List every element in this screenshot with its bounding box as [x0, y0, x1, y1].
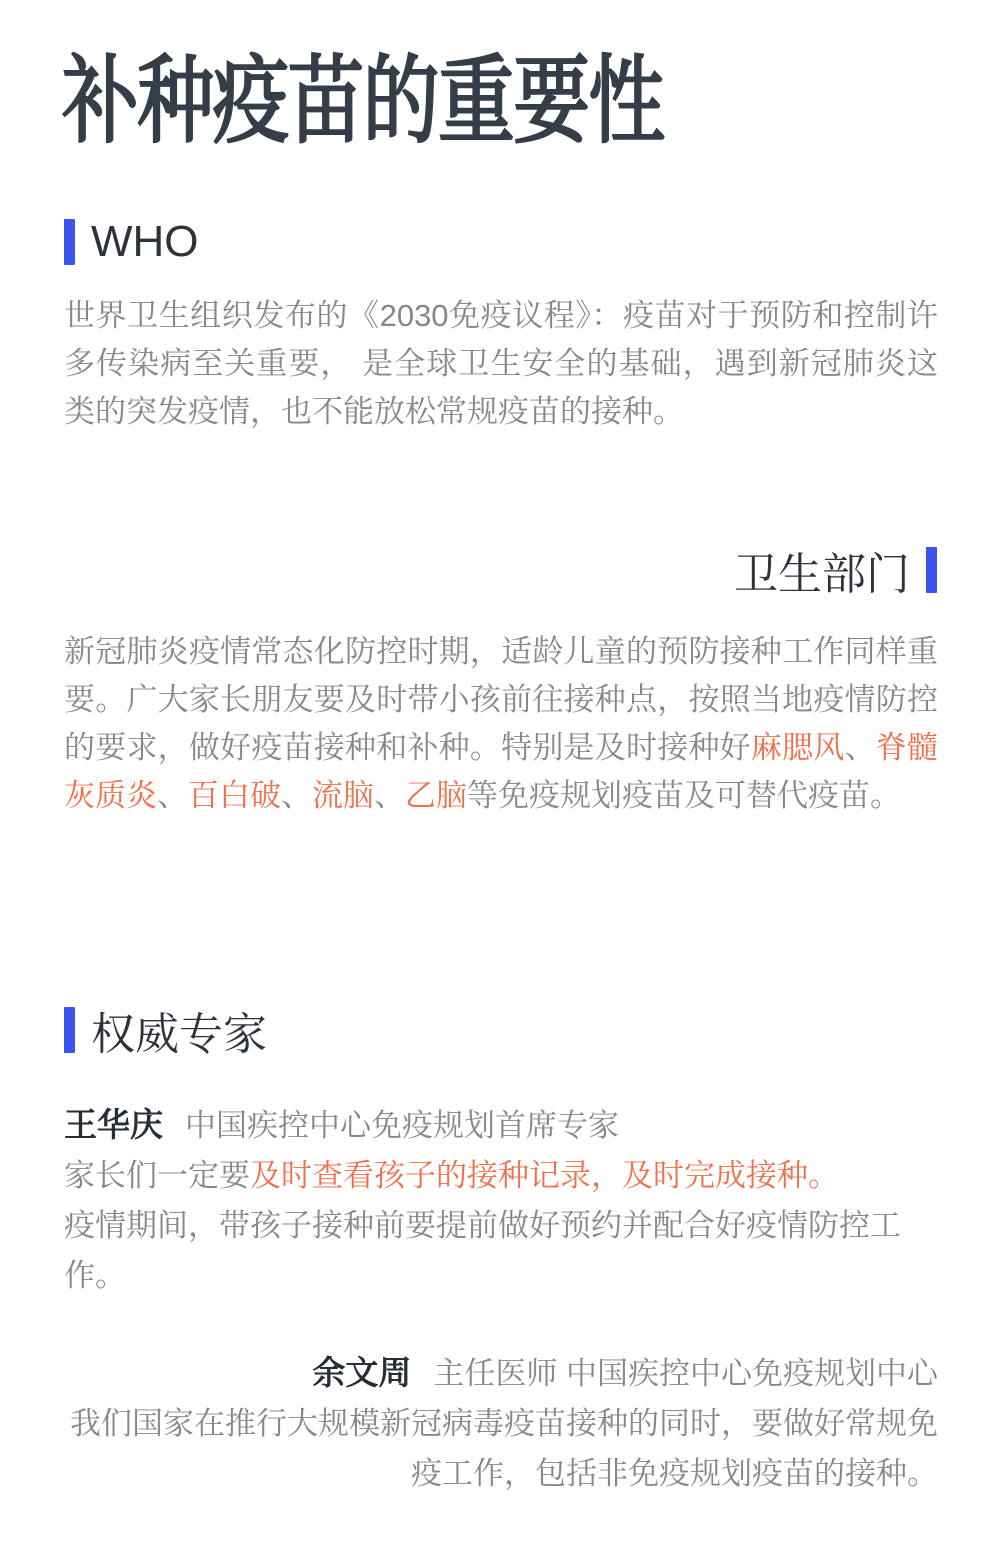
health-dept-paragraph: 新冠肺炎疫情常态化防控时期，适龄儿童的预防接种工作同样重要。广大家长朋友要及时带小孩前往接种点，按照当地疫情防控的要求，做好疫苗接种和补种。特别是及时接种好麻腮风、脊髓灰质炎、百白破、流脑、乙脑等免疫规划疫苗及可替代疫苗。	[64, 634, 939, 813]
expert-role: 主任医师 中国疾控中心免疫规划中心	[433, 1356, 938, 1391]
who-paragraph: 世界卫生组织发布的《2030免疫议程》：疫苗对于预防和控制许多传染病至关重要， 是全球卫生安全的基础，遇到新冠肺炎这类的突发疫情，也不能放松常规疫苗的接种。	[64, 298, 938, 429]
accent-bar-icon	[926, 547, 937, 593]
section-heading-who	[64, 216, 199, 268]
expert-quote: 我们国家在推行大规模新冠病毒疫苗接种的同时，要做好常规免疫工作，包括非免疫规划疫苗的接种。	[70, 1406, 938, 1491]
section-heading-label: 卫生部门	[734, 550, 910, 599]
section-heading-health-dept	[734, 544, 937, 599]
accent-bar-icon	[64, 219, 75, 265]
expert-card	[64, 1100, 938, 1301]
section-heading-experts	[64, 1004, 267, 1059]
expert-name: 余文周	[312, 1354, 412, 1391]
section-heading-label: 权威专家	[91, 1010, 267, 1059]
expert-header	[64, 1348, 938, 1399]
expert-header	[64, 1100, 938, 1151]
expert-card	[64, 1348, 938, 1499]
section-heading-label: WHO	[91, 217, 199, 266]
expert-quote: 疫情期间，带孩子接种前要提前做好预约并配合好疫情防控工作。	[64, 1208, 901, 1293]
expert-role: 中国疾控中心免疫规划首席专家	[185, 1108, 619, 1143]
expert-quote: 家长们一定要及时查看孩子的接种记录，及时完成接种。	[64, 1158, 839, 1193]
expert-name: 王华庆	[64, 1106, 163, 1143]
page-title: 补种疫苗的重要性	[62, 48, 664, 155]
accent-bar-icon	[64, 1007, 75, 1053]
